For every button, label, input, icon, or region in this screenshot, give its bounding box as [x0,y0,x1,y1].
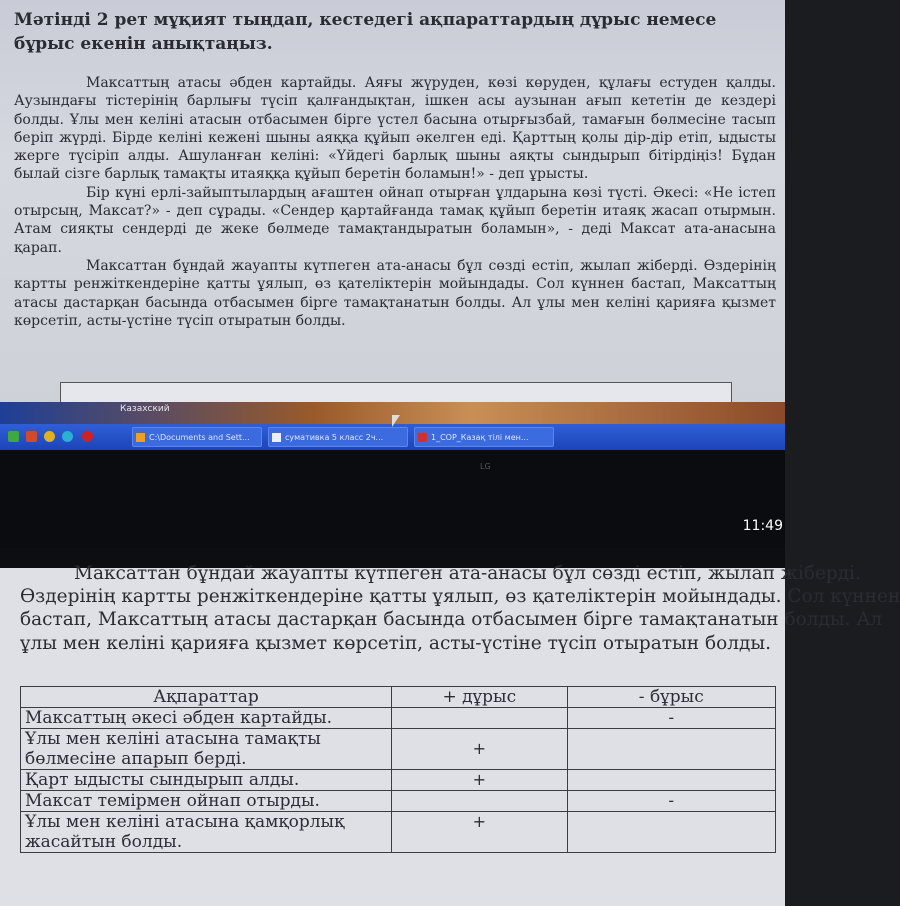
taskbar-item-explorer[interactable]: C:\Documents and Sett... [132,427,262,447]
table-header-row [21,687,776,708]
row-info: Максаттың әкесі әбден картайды. [21,708,392,729]
zoomed-line: бастап, Максаттың атасы дастарқан басында отбасымен бірге тамақтанатын болды. Ал [20,609,883,631]
answer-table [20,686,780,853]
task-title: Мәтінді 2 рет мұқият тыңдап, кестедегі ақпараттардың дұрыс немесе бұрыс екенін анықтаңыз. [14,10,717,54]
header-info: Ақпараттар [21,687,392,708]
document-icon [272,433,281,442]
row-info: Ұлы мен келіні атасына қамқорлық жасайтын болды. [21,812,392,853]
zoomed-line: Өздерінің картты ренжіткендеріне қатты ұялып, өз қателіктерін мойындады. Сол күннен [20,586,900,608]
zoomed-line: Максаттан бұндай жауапты күтпеген ата-анасы бұл сөзді естіп, жылап жіберді. [74,563,861,584]
monitor-logo: LG [480,462,491,471]
story-paragraph: Бір күні ерлі-зайыптылардың ағаштен ойнап отырған ұлдарына көзі түсті. Әкесі: «Не істеп отырсың, Максат?» - деп сұрады. «Сендер қартайғанда тамақ құйып беретін итаяқ жасап отырмын. Атам сияқты сендерді де жеке бөлмеде тамақтандыратын боламын», - деді Максат ата-анасына қарап. [14,184,776,256]
zoomed-line: ұлы мен келіні қарияға қызмет көрсетіп, асты-үстіне түсіп отыратын болды. [20,632,771,654]
table-row [21,812,776,853]
language-bar[interactable]: Казахский [120,404,170,414]
row-wrong-cell[interactable] [567,729,775,770]
table-row [21,770,776,791]
taskbar-item-word-2[interactable]: 1_СОР_Казақ тілі мен... [414,427,554,447]
row-info: Қарт ыдысты сындырып алды. [21,770,392,791]
row-correct-cell[interactable]: + [392,729,568,770]
table-row [21,729,776,770]
clock: 11:49 [742,518,783,534]
start-icon[interactable] [8,431,19,442]
browser-icon[interactable] [44,431,55,442]
row-correct-cell[interactable]: + [392,812,568,853]
table-row [21,791,776,812]
row-wrong-cell[interactable]: - [567,791,775,812]
row-correct-cell[interactable]: + [392,770,568,791]
row-wrong-cell[interactable] [567,812,775,853]
table-top-edge [60,382,732,403]
document-page [0,0,785,402]
mouse-cursor-icon [392,415,400,427]
row-wrong-cell[interactable] [567,770,775,791]
table-row [21,708,776,729]
pdf-icon [418,433,427,442]
zoomed-photo [0,548,900,906]
story-paragraph: Максаттан бұндай жауапты күтпеген ата-анасы бұл сөзді естіп, жылап жіберді. Өздерінің картты ренжіткендеріне қатты ұялып, өз қателіктерін мойындады. Сол күннен бастап, Максаттың атасы дастарқан басында отбасымен бірге тамақтанатын болды. Ал ұлы мен келіні қарияға қызмет көрсетіп, асты-үстіне түсіп отыратын болды. [14,257,776,329]
folder-icon [136,433,145,442]
story-paragraph: Максаттың атасы әбден картайды. Аяғы жүруден, көзі көруден, құлағы естуден қалды. Аузындағы тістерінің барлығы түсіп қалғандықтан, ішкен асы аузынан ағып кететін де кездері болды. Ұлы мен келіні атасын отбасымен бірге үстел басына отырғызбай, тамағын бөлмесіне тасып беріп жүрді. Бірде келіні кеженi шыны аяққа құйып әкелген еді. Қарттың қолы дір-дір етіп, ыдысты жерге түсіріп алды. Ашуланған келіні: «Үйдегі барлық шыны аяқты сындырып бітірдіңіз! Бұдан былай сізге барлық тамақты итаяққа құйып беретін боламын!» - деп ұрысты. [14,75,776,183]
zoomed-text [20,562,900,655]
opera-icon[interactable] [82,431,93,442]
row-correct-cell[interactable] [392,791,568,812]
media-icon[interactable] [62,431,73,442]
header-wrong: - бұрыс [567,687,775,708]
row-correct-cell[interactable] [392,708,568,729]
quicklaunch-icon[interactable] [26,431,37,442]
row-info: Максат темірмен ойнап отырды. [21,791,392,812]
taskbar-item-word-1[interactable]: сумативка 5 класс 2ч... [268,427,408,447]
row-info: Ұлы мен келіні атасына тамақты бөлмесіне апарып берді. [21,729,392,770]
monitor-bezel [0,450,785,548]
header-correct: + дұрыс [392,687,568,708]
story-text [14,74,776,330]
row-wrong-cell[interactable]: - [567,708,775,729]
